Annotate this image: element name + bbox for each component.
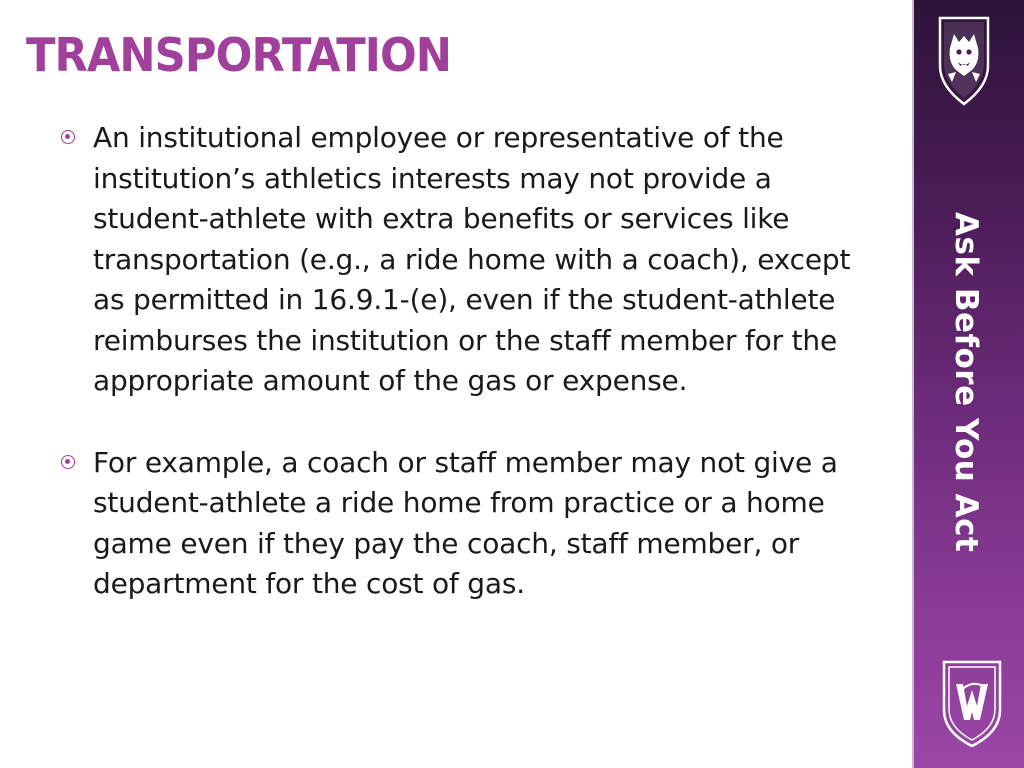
bullet-item	[60, 443, 890, 605]
bullet-circle-icon	[61, 130, 75, 144]
wildcat-shield-icon	[936, 14, 992, 108]
bullet-text: An institutional employee or representative of the institution’s athletics interests may not provide a student-athlete with extra benefits or services like transportation (e.g., a ride home with a coach), except as permitted in 16.9.1-(e), even if the student-athlete reimburses the institution or the staff member for the appropriate amount of the gas or expense.	[93, 121, 851, 397]
bullet-item	[60, 118, 890, 402]
slide-body	[60, 118, 890, 605]
sidebar-tagline: Ask Before You Act	[948, 212, 984, 553]
bullet-text: For example, a coach or staff member may not give a student-athlete a ride home from practice or a home game even if they pay the coach, staff member, or department for the cost of gas.	[93, 445, 838, 600]
slide-title: TRANSPORTATION	[26, 28, 452, 82]
bullet-circle-icon	[61, 455, 75, 469]
w-shield-icon	[940, 658, 1004, 750]
sidebar-banner	[912, 0, 1024, 768]
